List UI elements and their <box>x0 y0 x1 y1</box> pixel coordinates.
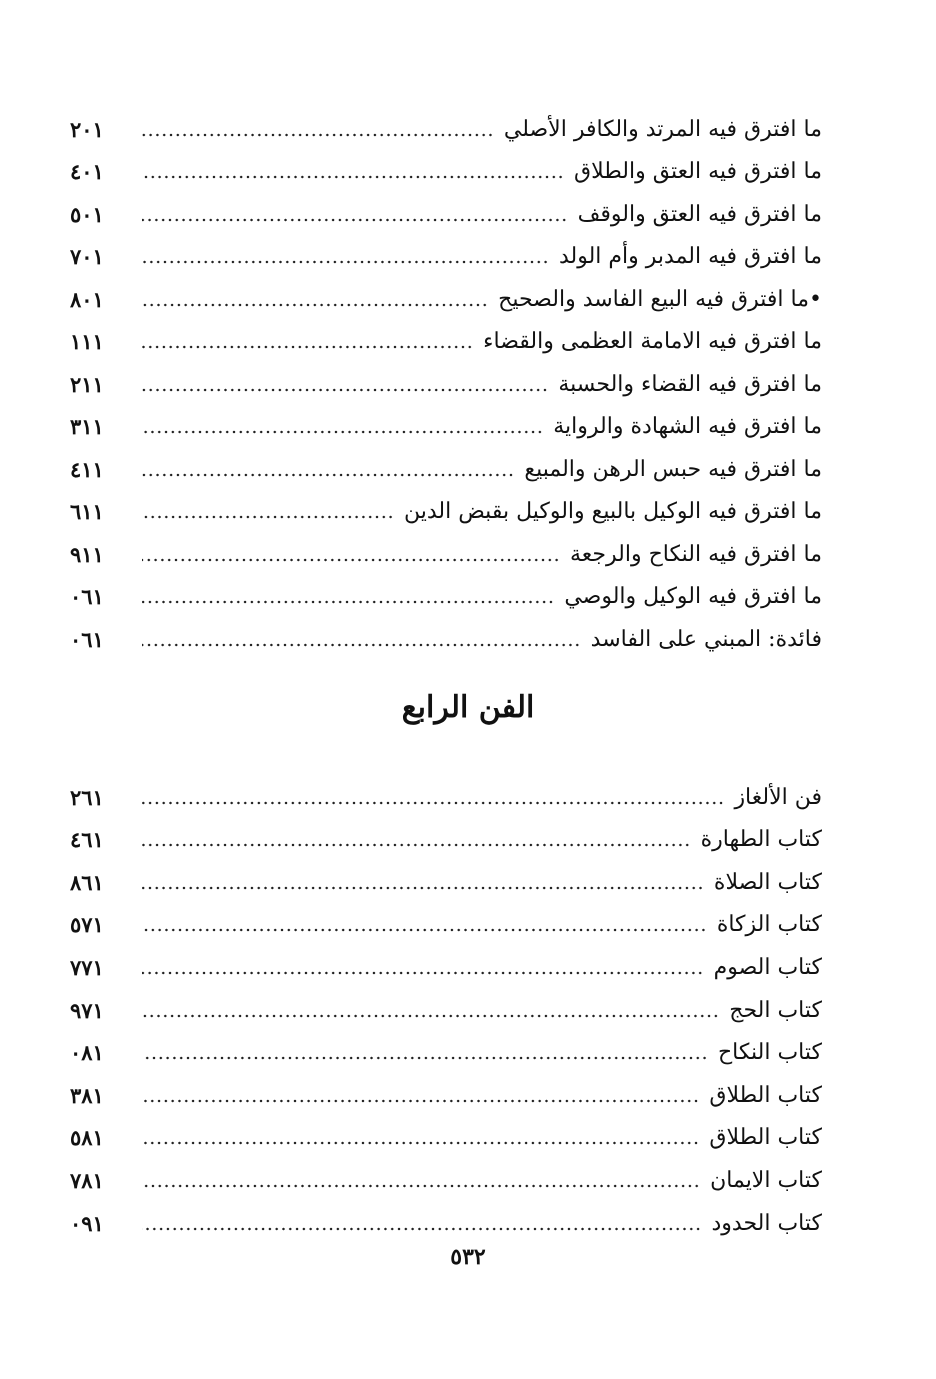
toc-entry-title: كتاب الحج <box>729 997 822 1023</box>
toc-entry-page: ١٧٧ <box>70 954 104 980</box>
toc-entry-title: ما افترق فيه الوكيل بالبيع والوكيل بقبض الدين <box>404 499 822 524</box>
toc-entry-page: ١٨٥ <box>70 1125 104 1151</box>
dot-leader <box>142 260 549 264</box>
toc-entry-page: ١١١ <box>70 329 104 354</box>
toc-entry-page: ١٠٨ <box>70 286 104 312</box>
toc-entry <box>70 855 822 898</box>
toc-entry <box>70 570 822 613</box>
toc-entry-page: ١١٣ <box>70 414 104 439</box>
toc-entry <box>70 1068 822 1111</box>
toc-entry-title: كتاب الطلاق <box>709 1125 822 1151</box>
toc-entry-page: ١٦٠ <box>70 584 104 609</box>
toc-entry-title: ما افترق فيه الوكيل والوصي <box>564 584 822 609</box>
dot-leader <box>142 473 514 477</box>
toc-entry-page: ١٧٥ <box>70 912 104 938</box>
toc-entry-title: فائدة: المبني على الفاسد <box>590 626 822 652</box>
table-of-contents-part-1 <box>70 102 822 655</box>
dot-leader <box>142 843 691 847</box>
toc-entry-title: ما افترق فيه النكاح والرجعة <box>570 541 822 567</box>
dot-leader <box>142 928 707 932</box>
toc-entry-page: ١٦٤ <box>70 827 104 853</box>
toc-entry-title: ما افترق فيه العتق والوقف <box>577 201 822 227</box>
dot-leader <box>142 430 543 434</box>
toc-entry <box>70 898 822 941</box>
toc-entry-page: ١٠٧ <box>70 244 104 269</box>
dot-leader <box>142 971 704 975</box>
toc-entry-title: ما افترق فيه الشهادة والرواية <box>553 414 822 439</box>
toc-entry <box>70 940 822 983</box>
dot-leader <box>142 175 564 179</box>
toc-entry <box>70 1196 822 1239</box>
toc-entry <box>70 187 822 230</box>
dot-leader <box>142 218 568 222</box>
toc-entry <box>70 357 822 400</box>
dot-leader <box>142 1227 701 1231</box>
toc-entry-page: ١٨٣ <box>70 1082 104 1108</box>
toc-entry-page: ١٨٠ <box>70 1040 104 1066</box>
dot-leader <box>142 1099 699 1103</box>
dot-leader <box>142 801 724 805</box>
toc-entry <box>70 612 822 655</box>
toc-entry <box>70 442 822 485</box>
toc-entry-title: كتاب الايمان <box>710 1167 822 1193</box>
toc-entry-page: ١٠٥ <box>70 201 104 227</box>
toc-entry-page: ١٩٠ <box>70 1210 104 1236</box>
toc-entry <box>70 102 822 145</box>
table-of-contents-part-2 <box>70 770 822 1239</box>
dot-leader <box>142 643 581 647</box>
dot-leader <box>142 886 704 890</box>
toc-entry-title: ما افترق فيه المدبر وأم الولد <box>558 244 822 269</box>
toc-entry-title: ما افترق فيه المرتد والكافر الأصلي <box>503 116 822 142</box>
toc-entry-page: ١٦٢ <box>70 784 104 810</box>
toc-entry-page: ١٨٧ <box>70 1167 104 1193</box>
toc-entry <box>70 1111 822 1154</box>
dot-leader <box>142 1184 700 1188</box>
toc-entry-title: ما افترق فيه حبس الرهن والمبيع <box>524 456 822 482</box>
toc-entry <box>70 272 822 315</box>
toc-entry-title: فن الألغاز <box>734 784 822 810</box>
toc-entry-title: كتاب الصلاة <box>713 869 822 895</box>
toc-entry-page: ١١٤ <box>70 456 104 482</box>
toc-entry-title: •ما افترق فيه البيع الفاسد والصحيح <box>498 286 822 312</box>
dot-leader <box>142 133 494 137</box>
toc-entry <box>70 1026 822 1069</box>
toc-entry <box>70 145 822 188</box>
dot-leader <box>142 1141 699 1145</box>
toc-entry-title: كتاب الطهارة <box>700 827 822 853</box>
toc-entry-title: كتاب الطلاق <box>709 1082 822 1108</box>
toc-entry-page: ١٧٩ <box>70 997 104 1023</box>
toc-entry <box>70 485 822 528</box>
toc-entry <box>70 400 822 443</box>
toc-entry-page: ١٠٢ <box>70 116 104 142</box>
toc-entry <box>70 813 822 856</box>
toc-entry-title: كتاب الحدود <box>711 1210 822 1236</box>
toc-entry <box>70 1153 822 1196</box>
toc-entry <box>70 315 822 358</box>
section-heading: الفن الرابع <box>401 690 535 725</box>
dot-leader <box>142 558 560 562</box>
dot-leader <box>142 303 488 307</box>
toc-entry-title: ما افترق فيه العتق والطلاق <box>574 159 822 184</box>
toc-entry-title: ما افترق فيه القضاء والحسبة <box>558 371 822 397</box>
toc-entry-page: ١١٦ <box>70 499 104 524</box>
toc-entry <box>70 527 822 570</box>
toc-entry-title: كتاب النكاح <box>717 1040 822 1066</box>
dot-leader <box>142 515 394 519</box>
toc-entry-page: ١٦٠ <box>70 626 104 652</box>
toc-entry-title: كتاب الصوم <box>713 954 822 980</box>
toc-entry <box>70 770 822 813</box>
toc-entry-title: كتاب الزكاة <box>716 912 822 938</box>
toc-entry <box>70 230 822 273</box>
dot-leader <box>142 388 548 392</box>
toc-entry-title: ما افترق فيه الامامة العظمى والقضاء <box>483 329 822 354</box>
toc-entry <box>70 983 822 1026</box>
toc-entry-page: ١٦٨ <box>70 869 104 895</box>
dot-leader <box>142 1014 719 1018</box>
toc-entry-page: ١١٢ <box>70 371 104 397</box>
dot-leader <box>142 600 554 604</box>
dot-leader <box>142 345 473 349</box>
page-number: ٥٣٢ <box>450 1244 486 1270</box>
dot-leader <box>142 1056 708 1060</box>
toc-entry-page: ١١٩ <box>70 541 104 567</box>
toc-entry-page: ١٠٤ <box>70 159 104 184</box>
